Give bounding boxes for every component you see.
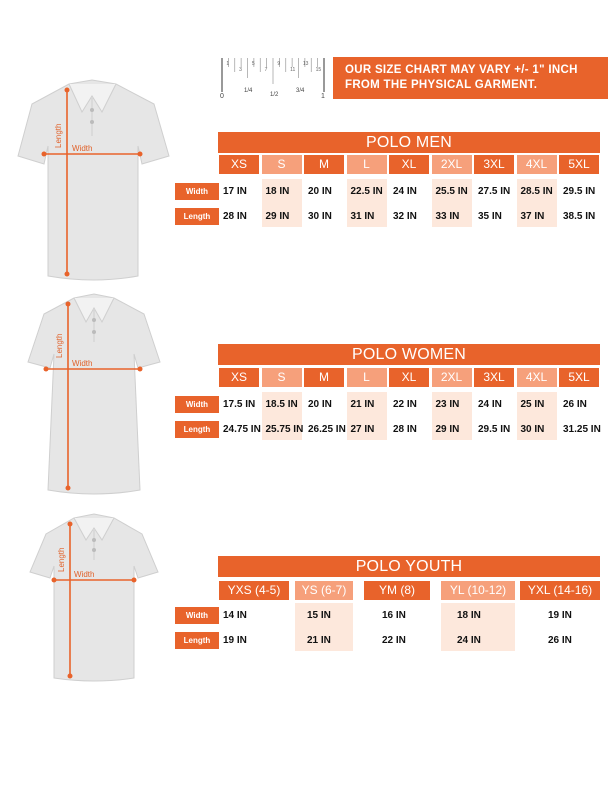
women-length-value: 29.5 IN (478, 424, 511, 435)
women-width-value: 24 IN (478, 399, 502, 410)
women-width-value: 25 IN (520, 399, 545, 410)
men-width-value: 20 IN (308, 186, 332, 197)
youth-size-header: YM (8) (364, 581, 430, 600)
women-length-row-label: Length (175, 421, 219, 438)
ruler-quarter-label: 1/4 (244, 88, 253, 94)
women-polo-diagram (16, 290, 176, 495)
women-length-value: 29 IN (435, 424, 460, 435)
women-size-header: XL (389, 368, 429, 387)
youth-length-row-label: Length (175, 632, 219, 649)
men-width-value: 25.5 IN (435, 186, 468, 197)
women-length-value: 26.25 IN (308, 424, 346, 435)
men-size-header: 5XL (559, 155, 599, 174)
men-width-value: 22.5 IN (350, 186, 383, 197)
men-length-value: 31 IN (350, 211, 375, 222)
youth-length-value: 21 IN (307, 635, 331, 646)
women-length-value: 31.25 IN (563, 424, 601, 435)
men-length-value: 38.5 IN (563, 211, 596, 222)
ruler-fraction-label: 15 (315, 67, 322, 73)
men-size-header: M (304, 155, 344, 174)
women-table-title: POLO WOMEN (218, 344, 600, 365)
women-size-header: M (304, 368, 344, 387)
women-width-value: 17.5 IN (223, 399, 256, 410)
women-width-value: 26 IN (563, 399, 587, 410)
youth-size-header: YL (10-12) (441, 581, 515, 600)
youth-width-value: 19 IN (548, 610, 572, 621)
size-variance-notice (333, 57, 608, 99)
women-size-header: 3XL (474, 368, 514, 387)
women-size-header: L (347, 368, 387, 387)
men-length-value: 37 IN (520, 211, 545, 222)
men-size-header: 3XL (474, 155, 514, 174)
women-length-value: 24.75 IN (223, 424, 261, 435)
ruler-fraction-label: 13 (302, 61, 309, 67)
men-length-value: 32 IN (393, 211, 417, 222)
ruler-half-label: 1/2 (270, 92, 279, 98)
ruler-fraction-label: 5 (251, 61, 255, 67)
women-length-value: 28 IN (393, 424, 417, 435)
youth-width-value: 16 IN (382, 610, 406, 621)
women-length-value: 25.75 IN (265, 424, 304, 435)
men-width-value: 27.5 IN (478, 186, 511, 197)
women-width-value: 22 IN (393, 399, 417, 410)
women-width-value: 21 IN (350, 399, 375, 410)
youth-length-value: 19 IN (223, 635, 247, 646)
women-width-label: Width (72, 359, 93, 368)
men-width-value: 24 IN (393, 186, 417, 197)
youth-polo-diagram (26, 510, 166, 685)
youth-size-header: YXL (14-16) (520, 581, 600, 600)
men-length-label: Length (54, 123, 63, 148)
women-width-value: 18.5 IN (265, 399, 298, 410)
men-width-value: 18 IN (265, 186, 290, 197)
women-size-header: XS (219, 368, 259, 387)
youth-size-header: YXS (4-5) (219, 581, 289, 600)
men-width-label: Width (72, 144, 93, 153)
men-polo-diagram (14, 76, 174, 286)
ruler-fraction-label: 7 (264, 67, 268, 73)
women-width-value: 20 IN (308, 399, 332, 410)
men-size-header: XS (219, 155, 259, 174)
youth-width-value: 15 IN (307, 610, 331, 621)
youth-size-header: YS (6-7) (295, 581, 353, 600)
youth-width-value: 18 IN (457, 610, 481, 621)
men-length-value: 35 IN (478, 211, 502, 222)
men-size-header: L (347, 155, 387, 174)
men-width-value: 29.5 IN (563, 186, 596, 197)
ruler-fraction-label: 11 (290, 67, 296, 73)
women-size-header: 4XL (517, 368, 557, 387)
men-width-value: 17 IN (223, 186, 247, 197)
men-length-value: 33 IN (435, 211, 460, 222)
women-size-header: 2XL (432, 368, 472, 387)
men-width-value: 28.5 IN (520, 186, 553, 197)
men-length-value: 30 IN (308, 211, 332, 222)
youth-width-row-label: Width (175, 607, 219, 624)
youth-length-value: 26 IN (548, 635, 572, 646)
youth-length-value: 22 IN (382, 635, 406, 646)
men-size-header: S (262, 155, 302, 174)
youth-width-value: 14 IN (223, 610, 247, 621)
women-width-row-label: Width (175, 396, 219, 413)
notice-line-2: FROM THE PHYSICAL GARMENT. (345, 79, 538, 91)
men-width-row-label: Width (175, 183, 219, 200)
men-size-header: 2XL (432, 155, 472, 174)
ruler-fraction-label: 9 (277, 61, 281, 67)
ruler-graphic (220, 56, 328, 100)
ruler-fraction-label: 3 (239, 67, 242, 73)
men-length-value: 28 IN (223, 211, 247, 222)
ruler-fraction-label: 1 (226, 61, 230, 67)
youth-length-value: 24 IN (457, 635, 481, 646)
men-size-header: XL (389, 155, 429, 174)
ruler-end-label: 1 (321, 93, 325, 100)
notice-line-1: OUR SIZE CHART MAY VARY +/- 1" INCH (345, 64, 578, 76)
women-length-label: Length (55, 333, 64, 358)
youth-table-title: POLO YOUTH (218, 556, 600, 577)
men-length-value: 29 IN (265, 211, 290, 222)
men-table-title: POLO MEN (218, 132, 600, 153)
ruler-three-quarter-label: 3/4 (296, 88, 305, 94)
women-length-value: 30 IN (520, 424, 545, 435)
ruler-start-label: 0 (220, 93, 224, 100)
men-length-row-label: Length (175, 208, 219, 225)
women-length-value: 27 IN (350, 424, 375, 435)
women-size-header: 5XL (559, 368, 599, 387)
women-size-header: S (262, 368, 302, 387)
women-width-value: 23 IN (435, 399, 460, 410)
youth-width-label: Width (74, 570, 95, 579)
men-size-header: 4XL (517, 155, 557, 174)
youth-length-label: Length (57, 547, 66, 572)
